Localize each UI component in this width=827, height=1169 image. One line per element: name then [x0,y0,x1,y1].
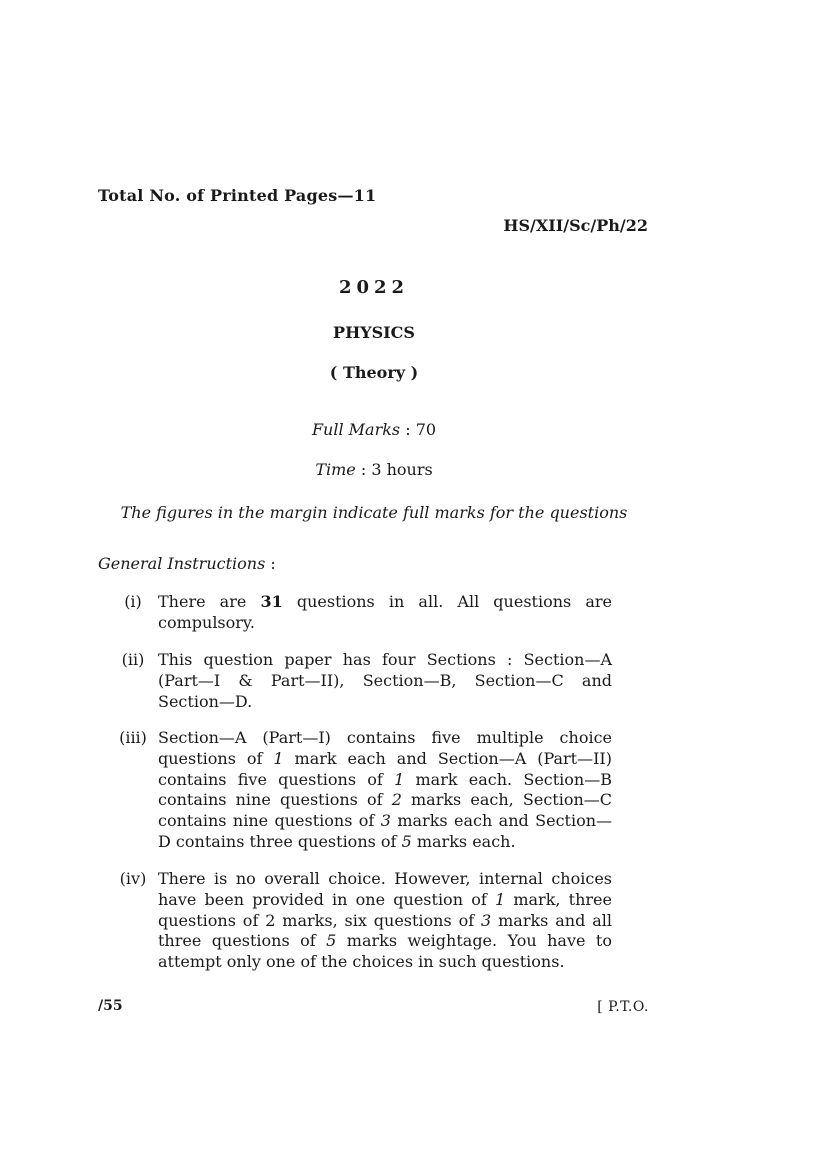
instruction-item [112,728,612,853]
instruction-text [158,728,612,853]
time-value: 3 hours [371,460,433,479]
instruction-item [112,592,612,634]
text-run: Section—A (Part—I) contains five multiple choice questions of [158,728,612,768]
marks-number: 1 [394,769,405,789]
margin-note: The figures in the margin indicate full marks for the questions [120,503,628,522]
instruction-number: (i) [124,592,142,611]
marks-number: 1 [494,889,506,909]
instruction-item [112,650,612,712]
instruction-number: (iii) [119,728,147,747]
full-marks [0,420,748,439]
marks-number: 5 [326,931,337,951]
text-run: There are [158,592,261,611]
marks-number: 1 [273,748,284,768]
marks-number: 3 [380,811,391,831]
instructions-heading-colon: : [265,554,276,573]
text-run: This question paper has four Sections : Section—A (Part—I & Part—II), Section—B, Section—C and Section—D. [158,650,612,711]
text-run: marks each, Section—C contains nine questions of [158,790,613,831]
instruction-number: (ii) [121,650,145,669]
full-marks-separator: : [400,420,416,439]
page-code: /55 [98,998,123,1014]
full-marks-label: Full Marks [311,420,401,439]
exam-year: 2022 [338,277,410,298]
pto-marker: [ P.T.O. [597,999,649,1015]
text-run: mark each. Section—B contains nine questions of [158,769,612,810]
text-run: marks each and Section—D contains three questions of [158,811,613,851]
full-marks-value: 70 [415,420,437,439]
instructions-heading [98,554,276,573]
paper-type: ( Theory ) [329,363,419,382]
printed-pages-count: Total No. of Printed Pages—11 [98,186,377,205]
instruction-text [158,592,612,634]
text-run: mark each and Section—A (Part—II) contains five questions of [158,748,612,789]
marks-number: 5 [401,831,412,851]
text-run: marks each. [411,831,516,851]
text-run: marks and all three questions of [158,910,612,951]
marks-number: 3 [481,910,492,930]
instruction-number: (iv) [119,869,147,888]
paper-code: HS/XII/Sc/Ph/22 [503,216,648,235]
time-separator: : [355,460,372,479]
text-run: There is no overall choice. However, internal choices have been provided in one question of [158,869,612,909]
marks-number: 2 [391,790,402,810]
text-run: questions in all. All questions are compulsory. [158,592,612,632]
instruction-text [158,869,612,973]
text-run: marks weightage. You have to attempt only one of the choices in such questions. [158,931,612,972]
text-run: mark, three questions of 2 marks, six questions of [158,889,612,930]
instruction-text [158,650,612,712]
emphasis-number: 31 [260,592,283,611]
subject-title: PHYSICS [333,323,415,342]
instruction-item [112,869,612,973]
instructions-heading-text: General Instructions [98,554,266,573]
time-label: Time [315,460,356,479]
time-allowed [0,460,748,479]
